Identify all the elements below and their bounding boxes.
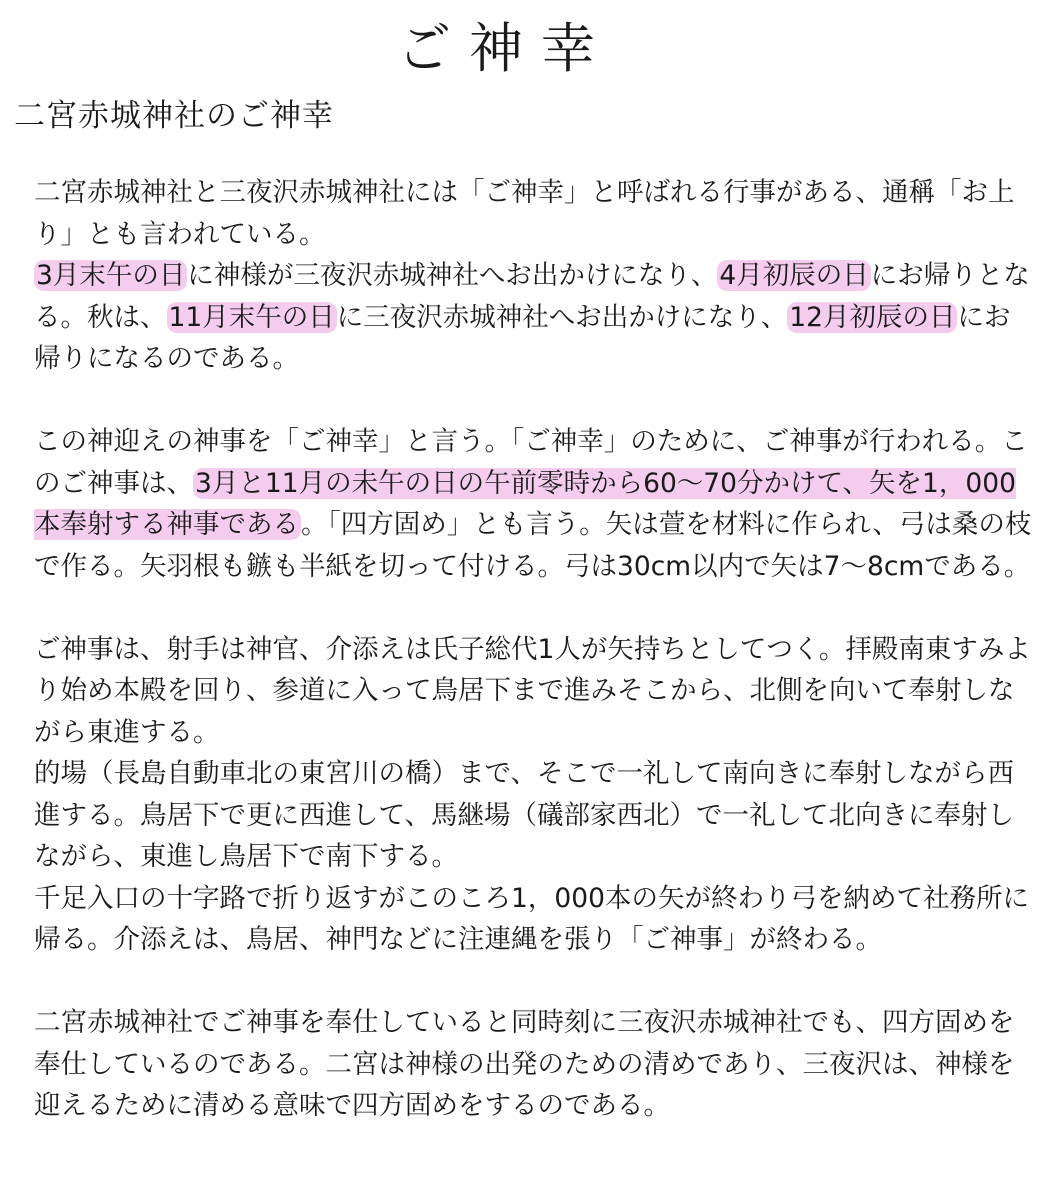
document-title: ご神幸 <box>397 17 613 80</box>
section-subtitle: 二宮赤城神社のご神幸 <box>14 98 334 134</box>
text-segment: にお帰りとなる。秋は、 <box>34 260 1030 333</box>
highlighted-text: 3月末午の日 <box>36 260 186 291</box>
highlighted-text: 3月と11月の未午の日の午前零時から60～70分かけて、矢を1，000本奉射する神事である <box>34 467 1016 540</box>
text-segment: 二宮赤城神社と三夜沢赤城神社には「ご神幸」と呼ばれる行事がある、通稱「お上り」とも言われている。 <box>34 177 1015 250</box>
highlighted-text: 11月末午の日 <box>168 301 335 333</box>
paragraph <box>34 172 1034 380</box>
text-segment: 的場（長島自動車北の東宮川の橋）まで、そこで一礼して南向きに奉射しながら西進する。鳥居下で更に西進して、馬継場（礒部家西北）で一礼して北向きに奉射しながら、東進し鳥居下で南下する。 <box>34 758 1014 872</box>
document-body <box>34 172 1034 1168</box>
text-segment: 。「四方固め」とも言う。矢は萱を材料に作られ、弓は桑の枝で作る。矢羽根も鏃も半紙を切って付ける。弓は30cm以内で矢は7～8cmである。 <box>34 509 1032 582</box>
paragraph <box>34 1002 1034 1127</box>
text-segment: に神様が三夜沢赤城神社へお出かけになり、 <box>187 260 718 291</box>
text-segment: にお帰りになるのである。 <box>34 301 1011 374</box>
paragraph <box>34 421 1034 587</box>
highlighted-text: 12月初辰の日 <box>789 301 956 333</box>
paragraph <box>34 629 1034 961</box>
text-segment: ご神事は、射手は神官、介添えは氏子総代1人が矢持ちとしてつく。拝殿南東すみより始め本殿を回り、参道に入って鳥居下まで進みそこから、北側を向いて奉射しながら東進する。 <box>34 633 1031 748</box>
text-segment: 千足入口の十字路で折り返すがこのころ1，000本の矢が終わり弓を納めて社務所に帰る。介添えは、鳥居、神門などに注連縄を張り「ご神事」が終わる。 <box>34 882 1029 955</box>
text-segment: 二宮赤城神社でご神事を奉仕していると同時刻に三夜沢赤城神社でも、四方固めを奉仕しているのである。二宮は神様の出発のための清めであり、三夜沢は、神様を迎えるために清める意味で四方固めをするのである。 <box>34 1007 1015 1121</box>
text-segment: に三夜沢赤城神社へお出かけになり、 <box>336 301 788 333</box>
text-segment: この神迎えの神事を「ご神幸」と言う。「ご神幸」のために、ご神事が行われる。このご神事は、 <box>34 426 1028 499</box>
highlighted-text: 4月初辰の日 <box>719 260 869 291</box>
